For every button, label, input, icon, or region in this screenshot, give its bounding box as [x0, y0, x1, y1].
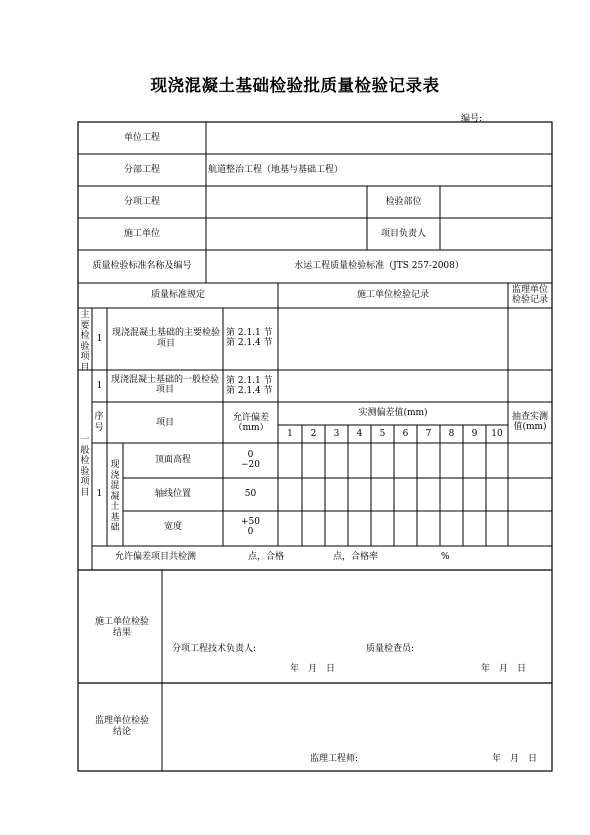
summary-label: 允许偏差项目共检测	[115, 552, 197, 562]
item-header: 项目	[155, 418, 174, 428]
item-tolerance: +50 0	[241, 517, 260, 537]
supervisor-result-label: 监理单位检验结论	[94, 716, 149, 737]
inspection-part-label: 检验部位	[385, 197, 422, 207]
item-name: 宽度	[163, 522, 182, 532]
project-manager-label: 项目负责人	[380, 229, 426, 239]
item-name: 轴线位置	[154, 489, 191, 499]
seq-header: 序号	[94, 412, 104, 433]
standard-label: 质量检验标准名称及编号	[92, 261, 192, 271]
general-row1-name: 现浇混凝土基础的一般检验项目	[110, 375, 219, 395]
unit-project-label: 单位工程	[123, 133, 160, 143]
tolerance-header: 允许偏差（mm）	[232, 413, 269, 433]
subitem-label: 分项工程	[123, 197, 160, 207]
main-item-no: 1	[96, 334, 103, 344]
main-items-section-label: 主要检验项目	[80, 310, 90, 373]
summary-points2: 点，合格率	[333, 552, 379, 562]
general-items-section-label: 一般检验项目	[80, 435, 90, 498]
summary-pct: %	[441, 552, 450, 562]
main-item-name: 现浇混凝土基础的主要检验项目	[112, 328, 221, 349]
group-no: 1	[96, 489, 103, 499]
item-name: 顶面高程	[154, 455, 191, 465]
measure-col-10: 10	[491, 429, 503, 439]
group-name: 现浇混凝土基础	[110, 460, 120, 533]
measure-col-3: 3	[333, 429, 340, 439]
contractor-date-2: 年 月 日	[481, 664, 527, 674]
general-row1-no: 1	[96, 381, 103, 391]
measure-col-7: 7	[425, 429, 432, 439]
measure-col-1: 1	[287, 429, 293, 439]
contractor-label: 施工单位	[123, 229, 160, 239]
contractor-date-1: 年 月 日	[290, 664, 336, 674]
tech-lead-label: 分项工程技术负责人:	[172, 644, 257, 654]
measure-col-9: 9	[471, 429, 478, 439]
measure-col-6: 6	[402, 429, 409, 439]
supervisor-date: 年 月 日	[492, 754, 538, 764]
page-title: 现浇混凝土基础检验批质量检验记录表	[150, 76, 440, 95]
measure-col-4: 4	[356, 429, 363, 439]
engineer-label: 监理工程师:	[310, 754, 359, 764]
item-tolerance: 0 −20	[241, 450, 260, 470]
quality-standard-header: 质量标准规定	[150, 290, 205, 300]
general-row1-clause: 第 2.1.1 节 第 2.1.4 节	[226, 376, 273, 396]
summary-points: 点，合格	[248, 552, 285, 562]
supervisor-record-header: 监理单位检验记录	[511, 285, 548, 305]
contractor-result-label: 施工单位检验结果	[94, 617, 149, 638]
division-value[interactable]: 航道整治工程（地基与基础工程）	[208, 165, 344, 175]
item-tolerance: 50	[244, 489, 257, 499]
measure-col-5: 5	[379, 429, 386, 439]
serial-label: 编号:	[461, 114, 483, 124]
standard-value: 水运工程质量检验标准（JTS 257-2008）	[294, 261, 464, 271]
contractor-record-header: 施工单位检验记录	[356, 290, 429, 300]
sample-header: 抽查实测值(mm)	[511, 412, 548, 432]
main-item-clause: 第 2.1.1 节 第 2.1.4 节	[226, 328, 273, 348]
division-label: 分部工程	[123, 165, 160, 175]
measure-col-8: 8	[448, 429, 455, 439]
measured-header: 实测偏差值(mm)	[358, 408, 428, 418]
measure-col-2: 2	[310, 429, 317, 439]
inspector-label: 质量检查员:	[366, 644, 415, 654]
